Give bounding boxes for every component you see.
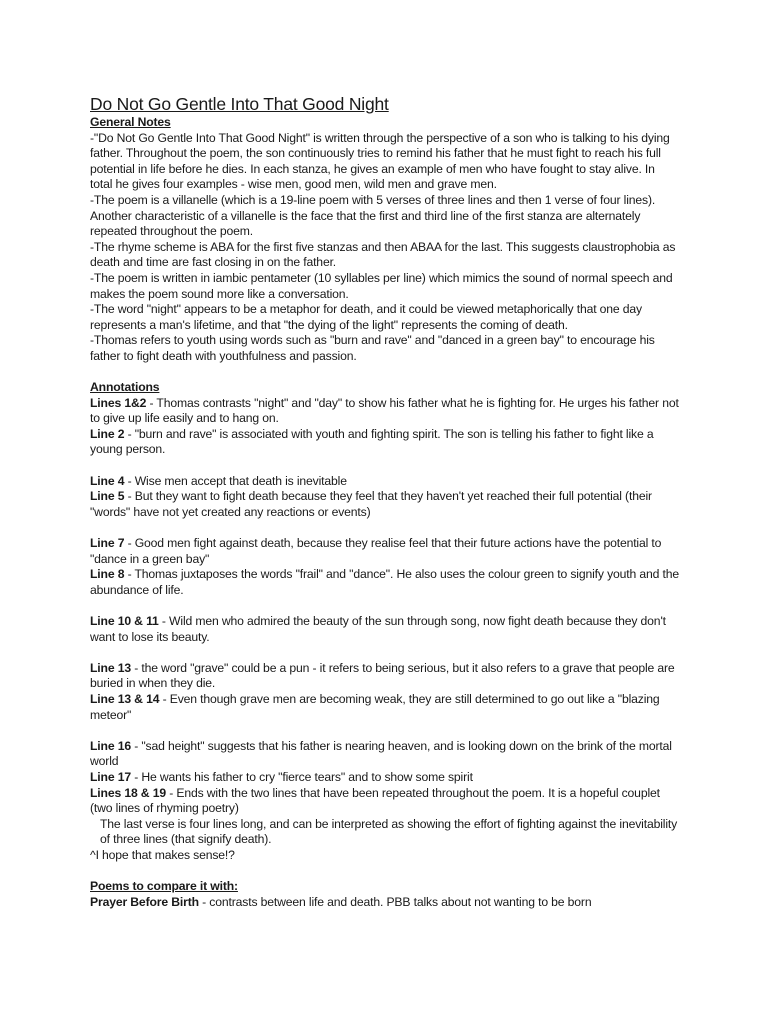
annotation-text: - the word "grave" could be a pun - it refers to being serious, but it also refers to a grave that people are buried in when they die. — [90, 660, 675, 691]
general-note-3: -The rhyme scheme is ABA for the first five stanzas and then ABAA for the last. This suggests claustrophobia as death and time are fast closing in on the father. — [90, 239, 676, 270]
annotation-text: - Wise men accept that death is inevitable — [124, 473, 347, 488]
compare-label: Prayer Before Birth — [90, 894, 199, 909]
compare-text: - contrasts between life and death. PBB talks about not wanting to be born — [198, 894, 592, 909]
annotation-label: Lines 18 & 19 — [90, 785, 166, 800]
annotation-label: Line 2 — [90, 426, 125, 441]
general-note-6: -Thomas refers to youth using words such as "burn and rave" and "danced in a green bay" to encourage his father to fight death with youthfulness and passion. — [90, 333, 655, 363]
spacer — [90, 864, 680, 880]
annotation-item — [90, 692, 680, 723]
annotation-item — [90, 770, 680, 786]
annotation-item — [90, 739, 680, 770]
general-note-4: -The poem is written in iambic pentameter (10 syllables per line) which mimics the sound of normal speech and makes the poem sound more like a conversation. — [90, 270, 673, 301]
annotation-item — [90, 536, 680, 567]
annotation-text: - He wants his father to cry "fierce tears" and to show some spirit — [130, 769, 473, 784]
annotation-item — [90, 474, 680, 490]
annotation-label: Line 10 & 11 — [90, 614, 159, 628]
spacer — [90, 598, 680, 614]
annotation-item — [90, 427, 680, 458]
general-note-1: -"Do Not Go Gentle Into That Good Night" is written through the perspective of a son who is talking to his dying father. Throughout the poem, the son continuously tries to remind his father that he must fight to reach his full potential in life before he dies. In each stanza, he gives an example of men who have fought to stay alive. In total he gives four examples - wise men, good men, wild men and grave men. — [90, 130, 670, 192]
annotation-text: - Good men fight against death, because they realise feel that their future actions have the potential to "dance in a green bay" — [90, 536, 662, 566]
annotation-item — [90, 786, 680, 817]
annotation-label: Line 4 — [90, 473, 125, 488]
annotation-label: Lines 1&2 — [90, 395, 147, 410]
annotation-text: - Thomas juxtaposes the words "frail" and "dance". He also uses the colour green to signify youth and the abundance of life. — [90, 567, 680, 597]
annotation-item — [90, 489, 680, 520]
annotation-text: - Thomas contrasts "night" and "day" to show his father what he is fighting for. He urges his father not to give up life easily and to hang on. — [90, 395, 679, 426]
document-title: Do Not Go Gentle Into That Good Night — [90, 94, 389, 114]
general-note-2: -The poem is a villanelle (which is a 19-line poem with 5 verses of three lines and then 1 verse of four lines). Another characteristic of a villanelle is the face that the first and third line of the first stanza are alternately repeated throughout the poem. — [90, 192, 656, 239]
annotation-label: Line 13 — [90, 660, 131, 675]
annotation-text: - Wild men who admired the beauty of the sun through song, now fight death because they don't want to lose its beauty. — [90, 614, 666, 644]
spacer — [90, 520, 680, 536]
annotation-label: Line 16 — [90, 738, 131, 753]
compare-item — [90, 895, 680, 911]
general-notes-heading: General Notes — [90, 115, 171, 129]
annotation-label: Line 7 — [90, 536, 125, 551]
annotation-label: Line 13 & 14 — [90, 691, 160, 706]
annotation-label: Line 8 — [90, 567, 125, 582]
annotation-label: Line 5 — [90, 489, 125, 504]
annotation-text: - But they want to fight death because they feel that they haven't yet reached their full potential (their "words" have not yet created any reactions or events) — [90, 489, 652, 519]
spacer — [90, 458, 680, 474]
spacer — [90, 365, 680, 381]
general-note-5: -The word "night" appears to be a metaphor for death, and it could be viewed metaphorically that one day represents a man's lifetime, and that "the dying of the light" represents the coming of death. — [90, 302, 642, 332]
annotation-label: Line 17 — [90, 769, 131, 784]
annotation-text: - "sad height" suggests that his father is nearing heaven, and is looking down on the brink of the mortal world — [90, 738, 672, 769]
closing-paragraph: The last verse is four lines long, and can be interpreted as showing the effort of fighting against the inevitability of three lines (that signify death). — [100, 816, 678, 847]
annotation-item — [90, 661, 680, 692]
annotation-text: - Even though grave men are becoming weak, they are still determined to go out like a "blazing meteor" — [90, 691, 660, 722]
document-page — [90, 93, 680, 910]
annotation-item — [90, 396, 680, 427]
closing-remark: ^I hope that makes sense!? — [90, 847, 235, 862]
annotation-text: - Ends with the two lines that have been repeated throughout the poem. It is a hopeful couplet (two lines of rhyming poetry) — [90, 785, 660, 816]
annotation-item — [90, 614, 680, 645]
compare-heading: Poems to compare it with: — [90, 879, 238, 894]
spacer — [90, 723, 680, 739]
spacer — [90, 645, 680, 661]
annotation-text: - "burn and rave" is associated with youth and fighting spirit. The son is telling his father to fight like a young person. — [90, 426, 654, 457]
annotation-item — [90, 567, 680, 598]
annotations-heading: Annotations — [90, 380, 160, 395]
